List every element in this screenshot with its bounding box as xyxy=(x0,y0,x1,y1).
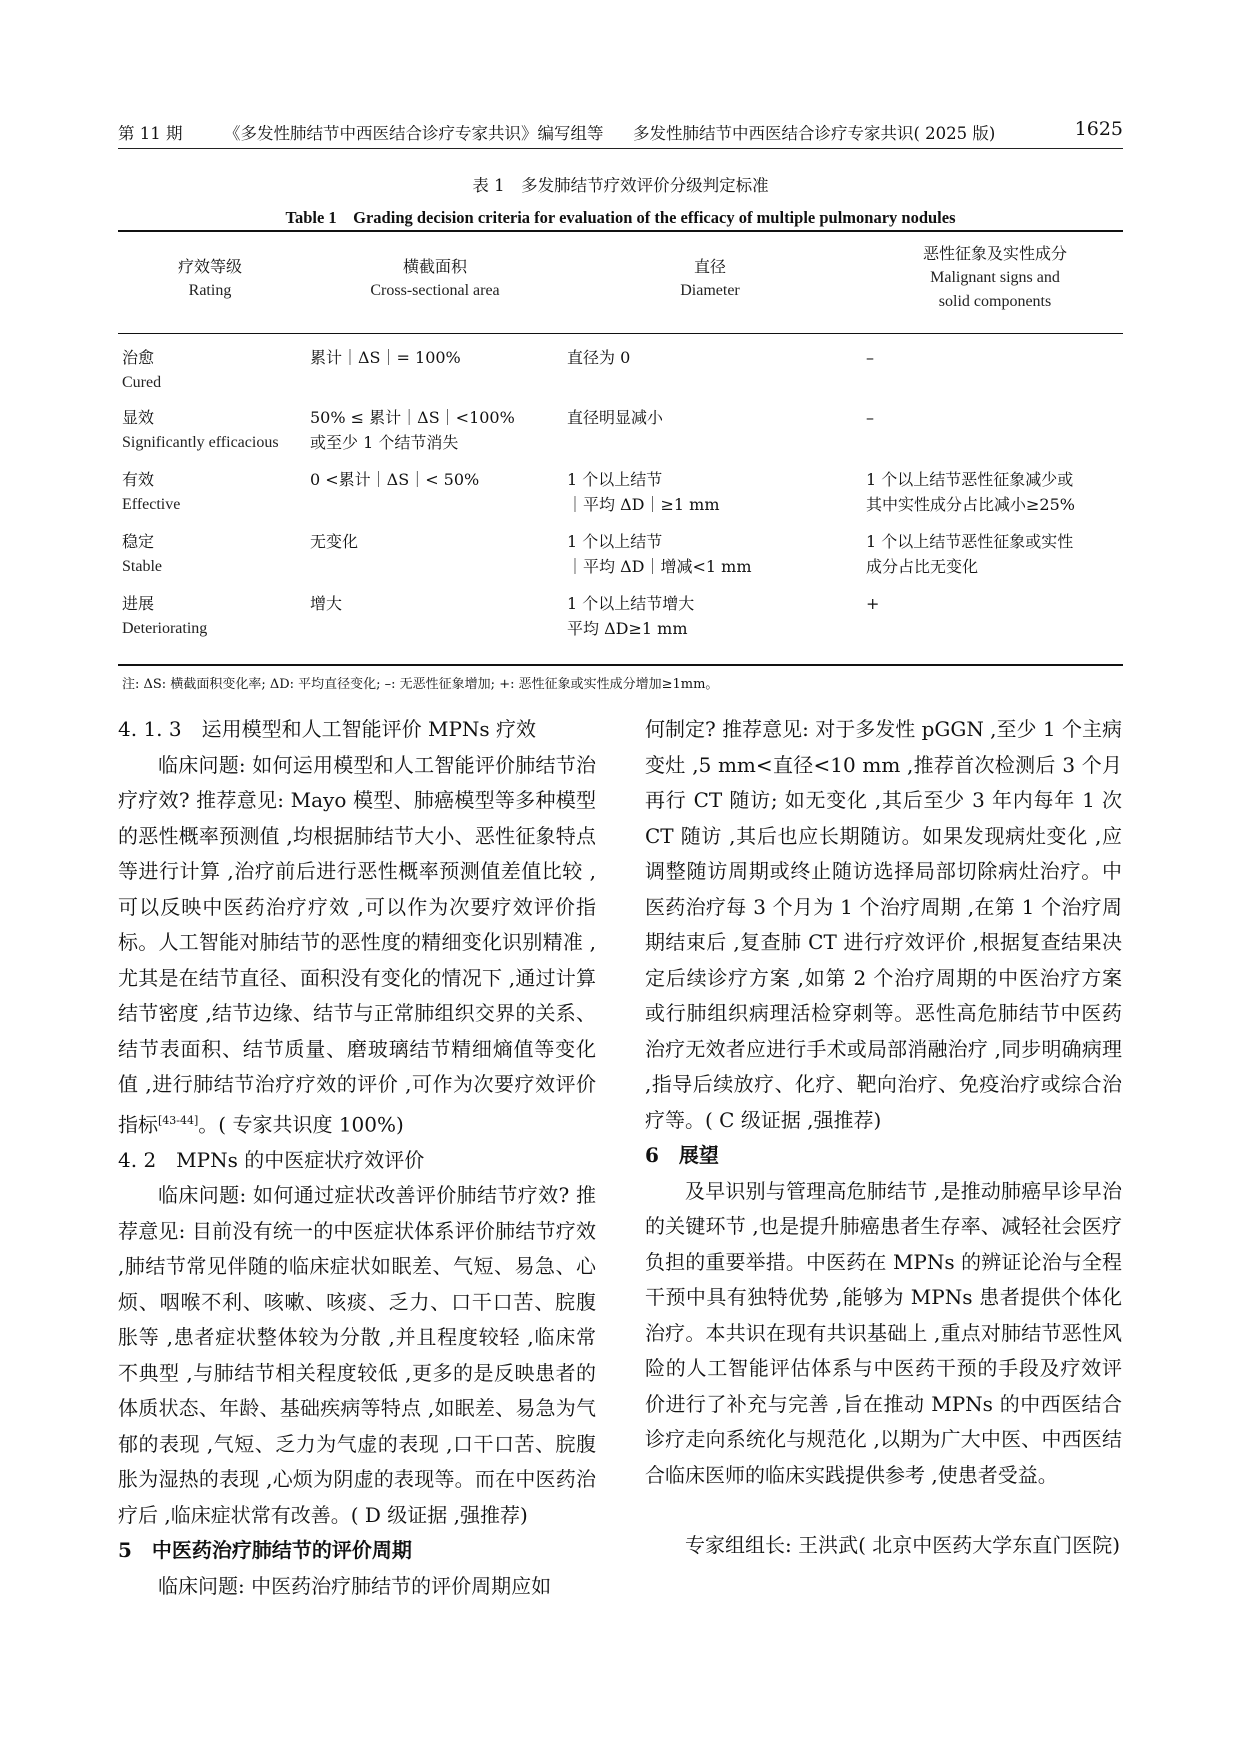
table-row: 稳定 Stable xyxy=(122,532,162,575)
table-cell-diameter: 1 个以上结节 ｜平均 ΔD｜增减<1 mm xyxy=(567,532,752,576)
table-header-malignant: 恶性征象及实性成分 Malignant signs and solid components xyxy=(922,244,1067,310)
table-row: 治愈 Cured xyxy=(122,348,162,391)
paragraph-4-2: 临床问题: 如何通过症状改善评价肺结节疗效? 推荐意见: 目前没有统一的中医症状体系评价肺结节疗效 ,肺结节常见伴随的临床症状如眠差、气短、易急、心烦、咽喉不利、咳嗽、咳痰、乏力、口干口苦、脘腹胀等 ,患者症状整体较为分散 ,并且程度较轻 ,临床常不典型 ,与肺结节相关程度较低 ,更多的是反映患者的体质状态、年龄、基础疾病等特点 ,如眠差、易急为气郁的表现 ,气短、乏力为气虚的表现 ,口干口苦、脘腹胀为湿热的表现 ,心烦为阴虚的表现等。而在中医药治疗后 ,临床症状常有改善。( D 级证据 ,强推荐) xyxy=(118,1183,596,1527)
table-note: 注: ΔS: 横截面积变化率; ΔD: 平均直径变化; –: 无恶性征象增加; +: 恶性征象或实性成分增加≥1mm。 xyxy=(122,677,719,692)
table-top-rule xyxy=(118,230,1123,232)
table-row: 进展 Deteriorating xyxy=(122,594,208,637)
table-cell-malignant: 1 个以上结节恶性征象减少或 其中实性成分占比减小≥25% xyxy=(866,470,1075,514)
header-authors: 《多发性肺结节中西医结合诊疗专家共识》编写组等 xyxy=(224,124,604,143)
paragraph-4-1-3: 临床问题: 如何运用模型和人工智能评价肺结节治疗疗效? 推荐意见: Mayo 模型、肺癌模型等多种模型的恶性概率预测值 ,均根据肺结节大小、恶性征象特点等进行计算 ,治疗前后进行恶性概率预测值差值比较 ,可以反映中医药治疗疗效 ,可以作为次要疗效评价指标。人工智能对肺结节的恶性度的精细变化识别精准 ,尤其是在结节直径、面积没有变化的情况下 ,通过计算结节密度 ,结节边缘、结节与正常肺组织交界的关系、结节表面积、结节质量、磨玻璃结节精细熵值等变化值 ,进行肺结节治疗疗效的评价 ,可作为次要疗效评价指标[43-44]。( 专家共识度 100%) xyxy=(118,752,596,1137)
section-heading-5: 5 中医药治疗肺结节的评价周期 xyxy=(118,1538,412,1563)
header-title: 多发性肺结节中西医结合诊疗专家共识( 2025 版) xyxy=(633,124,996,143)
right-column xyxy=(645,712,1122,1564)
citation: [43-44] xyxy=(158,1113,199,1127)
table-header-rule xyxy=(118,333,1123,334)
table-row: 有效 Effective xyxy=(122,470,181,513)
paragraph-6: 及早识别与管理高危肺结节 ,是推动肺癌早诊早治的关键环节 ,也是提升肺癌患者生存率、减轻社会医疗负担的重要举措。中医药在 MPNs 的辨证论治与全程干预中具有独特优势 ,能够为 MPNs 患者提供个体化治疗。本共识在现有共识基础上 ,重点对肺结节恶性风险的人工智能评估体系与中医药干预的手段及疗效评价进行了补充与完善 ,旨在推动 MPNs 的中西医结合诊疗走向系统化与规范化 ,以期为广大中医、中西医结合临床医师的临床实践提供参考 ,使患者受益。 xyxy=(645,1178,1122,1487)
table-header-area: 横截面积 Cross-sectional area xyxy=(370,257,500,299)
table-cell-malignant: 1 个以上结节恶性征象或实性 成分占比无变化 xyxy=(866,532,1074,576)
table-bottom-rule xyxy=(118,664,1123,666)
section-heading-6: 6 展望 xyxy=(645,1143,719,1167)
section-heading-4-2: 4. 2 MPNs 的中医症状疗效评价 xyxy=(118,1147,425,1172)
running-header xyxy=(118,118,1123,149)
table-cell-malignant: – xyxy=(866,408,874,427)
page-number: 1625 xyxy=(1074,118,1123,140)
table-cell-malignant: + xyxy=(866,594,880,613)
table-cell-area: 0 <累计｜ΔS｜< 50% xyxy=(310,470,480,489)
issue-number: 第 11 期 xyxy=(118,124,183,143)
expert-group-leader: 专家组组长: 王洪武( 北京中医药大学东直门医院) xyxy=(685,1533,1121,1557)
table-cell-area: 无变化 xyxy=(310,532,359,551)
left-column xyxy=(118,712,596,1604)
table-cell-diameter: 1 个以上结节 ｜平均 ΔD｜≥1 mm xyxy=(567,470,720,514)
table-caption-cn: 表 1 多发肺结节疗效评价分级判定标准 xyxy=(472,176,769,195)
table-cell-diameter: 直径为 0 xyxy=(567,348,631,367)
table-cell-area: 50% ≤ 累计｜ΔS｜<100% 或至少 1 个结节消失 xyxy=(310,408,515,452)
table-cell-diameter: 直径明显减小 xyxy=(567,408,664,427)
table-cell-area: 累计｜ΔS｜= 100% xyxy=(310,348,461,367)
table-cell-area: 增大 xyxy=(310,594,343,613)
table-header-rating: 疗效等级 Rating xyxy=(177,257,242,299)
paragraph-5: 临床问题: 中医药治疗肺结节的评价周期应如 xyxy=(158,1573,552,1598)
table-caption-en: Table 1 Grading decision criteria for evaluation of the efficacy of multiple pulmonary nodules xyxy=(285,208,956,227)
section-heading-4-1-3: 4. 1. 3 运用模型和人工智能评价 MPNs 疗效 xyxy=(118,717,537,741)
table-cell-diameter: 1 个以上结节增大 平均 ΔD≥1 mm xyxy=(567,594,695,638)
paragraph-5-continued: 何制定? 推荐意见: 对于多发性 pGGN ,至少 1 个主病变灶 ,5 mm<直径<10 mm ,推荐首次检测后 3 个月再行 CT 随访; 如无变化 ,其后至少 3 年内每年 1 次 CT 随访 ,其后也应长期随访。如果发现病灶变化 ,应调整随访周期或终止随访选择局部切除病灶治疗。中医药治疗每 3 个月为 1 个治疗周期 ,在第 1 个治疗周期结束后 ,复查肺 CT 进行疗效评价 ,根据复查结果决定后续诊疗方案 ,如第 2 个治疗周期的中医治疗方案或行肺组织病理活检穿刺等。恶性高危肺结节中医药治疗无效者应进行手术或局部消融治疗 ,同步明确病理 ,指导后续放疗、化疗、靶向治疗、免疫治疗或综合治疗等。( C 级证据 ,强推荐) xyxy=(645,717,1122,1132)
table-cell-malignant: – xyxy=(866,348,874,367)
table-header-diameter: 直径 Diameter xyxy=(680,257,740,299)
table-row: 显效 Significantly efficacious xyxy=(122,408,279,451)
